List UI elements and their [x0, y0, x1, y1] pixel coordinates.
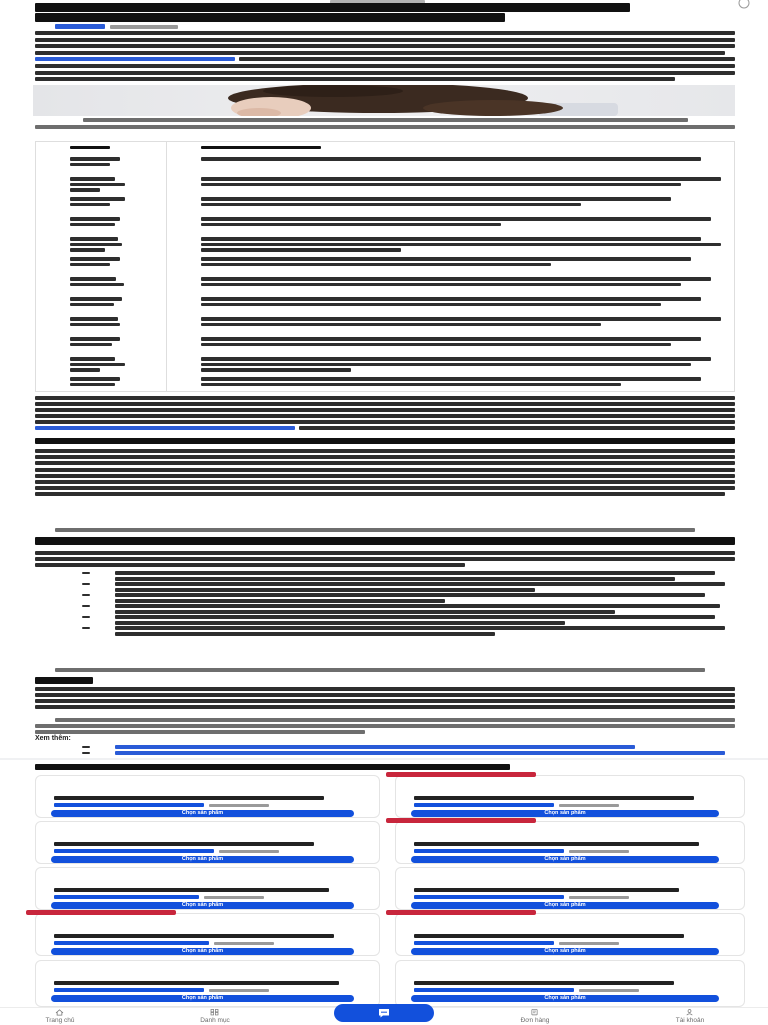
select-product-button[interactable]: Chọn sản phẩm — [411, 902, 719, 909]
bullet-dash — [82, 616, 90, 618]
text-line — [115, 571, 715, 575]
product-price — [54, 803, 204, 807]
user-icon — [685, 1009, 694, 1016]
text-line — [35, 468, 735, 472]
category-badge[interactable] — [55, 24, 105, 29]
text-line — [55, 668, 705, 672]
product-price — [54, 941, 209, 945]
bullet-dash — [82, 605, 90, 607]
text-line — [115, 615, 715, 619]
product-card[interactable] — [35, 821, 380, 864]
article-link[interactable] — [35, 426, 295, 430]
product-unit — [209, 804, 269, 808]
text-line — [35, 730, 365, 734]
discount-badge — [386, 772, 536, 777]
nav-item[interactable] — [640, 1009, 740, 1025]
text-line — [115, 604, 720, 608]
text-line — [35, 687, 735, 691]
text-line — [35, 764, 510, 770]
product-unit — [559, 942, 619, 946]
bullet-dash — [82, 572, 90, 574]
table-cell-label — [70, 248, 105, 252]
publish-date — [110, 25, 178, 29]
bullet-dash — [82, 627, 90, 629]
product-name — [54, 981, 339, 985]
product-name — [54, 934, 334, 938]
text-line — [115, 577, 675, 581]
text-line — [35, 31, 735, 35]
discount-badge — [26, 910, 176, 915]
product-price — [54, 849, 214, 853]
product-card[interactable] — [35, 867, 380, 910]
text-line — [35, 438, 735, 444]
table-cell-text — [201, 237, 701, 241]
product-card[interactable] — [35, 960, 380, 1007]
text-line — [35, 480, 735, 484]
text-line — [35, 414, 735, 418]
table-cell-text — [201, 357, 711, 361]
select-product-button[interactable]: Chọn sản phẩm — [51, 995, 354, 1002]
text-line — [35, 402, 735, 406]
text-line — [35, 420, 735, 424]
table-cell-label — [70, 363, 125, 367]
text-line — [35, 44, 735, 48]
table-column-divider — [166, 142, 167, 391]
table-cell-text — [201, 377, 701, 381]
table-cell-label — [70, 368, 100, 372]
table-cell-label — [70, 323, 120, 327]
text-line — [35, 486, 735, 490]
table-cell-text — [201, 223, 501, 227]
product-price — [414, 849, 564, 853]
text-line — [35, 3, 630, 12]
table-cell-label — [70, 283, 124, 287]
product-name — [54, 842, 314, 846]
article-link[interactable] — [115, 751, 725, 755]
product-price — [414, 988, 574, 992]
table-cell-text — [201, 183, 681, 187]
table-cell-text — [201, 248, 401, 252]
nav-item[interactable] — [10, 1009, 110, 1025]
text-line — [35, 449, 735, 453]
text-line — [115, 610, 615, 614]
table-cell-label — [70, 257, 120, 261]
table-cell-label — [70, 203, 110, 207]
table-cell-text — [201, 177, 721, 181]
text-line — [115, 621, 565, 625]
table-cell-text — [201, 283, 681, 287]
table-cell-label — [70, 157, 120, 161]
discount-badge — [386, 818, 536, 823]
text-line — [299, 426, 735, 430]
receipt-icon — [530, 1009, 539, 1016]
text-line — [55, 718, 735, 722]
table-cell-label — [70, 343, 112, 347]
nav-item-label: Trang chủ — [45, 1017, 75, 1024]
text-line — [115, 632, 495, 636]
text-line — [35, 396, 735, 400]
nav-item[interactable] — [485, 1009, 585, 1025]
product-card[interactable] — [35, 775, 380, 818]
product-name — [414, 842, 699, 846]
table-cell-label — [70, 163, 110, 167]
grid-icon — [210, 1009, 219, 1016]
product-price — [414, 895, 564, 899]
text-line — [35, 51, 725, 55]
table-cell-label — [70, 197, 125, 201]
text-line — [115, 588, 535, 592]
text-line — [115, 582, 725, 586]
select-product-button[interactable]: Chọn sản phẩm — [411, 995, 719, 1002]
table-cell-text — [201, 303, 661, 307]
table-cell-label — [70, 237, 118, 241]
nav-item-label: Đơn hàng — [520, 1017, 550, 1024]
table-cell-text — [201, 343, 671, 347]
table-cell-text — [201, 257, 691, 261]
product-price — [54, 988, 204, 992]
table-cell-label — [70, 223, 115, 227]
table-cell-label — [70, 277, 116, 281]
product-unit — [579, 989, 639, 993]
table-cell-text — [201, 368, 351, 372]
text-line — [83, 118, 688, 122]
product-name — [54, 888, 329, 892]
text-line — [115, 599, 445, 603]
table-cell-text — [201, 217, 711, 221]
product-unit — [214, 942, 274, 946]
product-unit — [219, 850, 279, 854]
text-line — [35, 71, 735, 75]
bullet-dash — [82, 746, 90, 748]
table-cell-label — [70, 217, 120, 221]
text-line — [35, 557, 735, 561]
circle-icon[interactable] — [738, 0, 750, 9]
bullet-dash — [82, 583, 90, 585]
text-line — [35, 677, 93, 684]
product-card[interactable] — [395, 960, 745, 1007]
table-cell-text — [201, 277, 711, 281]
select-product-button[interactable]: Chọn sản phẩm — [51, 902, 354, 909]
text-line — [115, 593, 705, 597]
text-line — [35, 38, 735, 42]
table-cell-label — [70, 297, 122, 301]
home-icon — [55, 1009, 64, 1016]
text-line — [35, 699, 735, 703]
nav-item-label: Danh mục — [200, 1017, 230, 1024]
section-divider — [0, 758, 768, 760]
product-unit — [569, 896, 629, 900]
table-cell-text — [201, 317, 721, 321]
product-price — [414, 803, 554, 807]
table-cell-text — [201, 243, 721, 247]
nav-item-label: Tài khoản — [675, 1017, 705, 1024]
select-product-button[interactable]: Chọn sản phẩm — [411, 856, 719, 863]
table-cell-text — [201, 263, 551, 267]
text-line — [35, 461, 735, 465]
table-cell-text — [201, 297, 701, 301]
product-price — [54, 895, 199, 899]
table-cell-label — [70, 243, 122, 247]
table-cell-label — [70, 146, 110, 150]
product-unit — [204, 896, 264, 900]
table-cell-label — [70, 357, 115, 361]
text-line — [35, 455, 735, 459]
table-cell-text — [201, 197, 671, 201]
product-name — [414, 981, 674, 985]
text-line — [35, 705, 735, 709]
table-cell-label — [70, 177, 115, 181]
product-name — [54, 796, 324, 800]
nav-item[interactable] — [165, 1009, 265, 1025]
text-line — [35, 724, 735, 728]
table-cell-label — [70, 337, 120, 341]
table-cell-text — [201, 363, 691, 367]
text-line — [35, 13, 505, 22]
product-name — [414, 888, 679, 892]
text-line — [35, 551, 735, 555]
product-card[interactable] — [35, 913, 380, 956]
table-cell-text — [201, 383, 621, 387]
table-cell-text — [201, 337, 701, 341]
product-card[interactable] — [395, 867, 745, 910]
comparison-table — [35, 141, 735, 392]
text-line — [115, 626, 725, 630]
discount-badge — [386, 910, 536, 915]
see-more-label: Xem thêm: — [35, 735, 71, 742]
article-link[interactable] — [115, 745, 635, 749]
product-unit — [569, 850, 629, 854]
product-name — [414, 796, 694, 800]
table-cell-label — [70, 188, 100, 192]
text-line — [35, 64, 735, 68]
text-line — [35, 474, 735, 478]
product-card[interactable] — [395, 821, 745, 864]
text-line — [35, 125, 735, 129]
table-cell-label — [70, 183, 125, 187]
table-cell-label — [70, 303, 114, 307]
table-cell-label — [70, 383, 115, 387]
article-link[interactable] — [35, 57, 235, 61]
product-unit — [209, 989, 269, 993]
select-product-button[interactable]: Chọn sản phẩm — [411, 948, 719, 955]
table-cell-label — [70, 317, 118, 321]
text-line — [55, 528, 695, 532]
product-price — [414, 941, 554, 945]
nav-primary-button[interactable] — [334, 1004, 434, 1022]
article-hero-image — [33, 85, 735, 116]
product-card[interactable] — [395, 775, 745, 818]
text-line — [239, 57, 735, 61]
table-cell-label — [70, 377, 120, 381]
table-cell-text — [201, 146, 321, 150]
product-card[interactable] — [395, 913, 745, 956]
product-name — [414, 934, 684, 938]
text-line — [35, 77, 675, 81]
table-cell-label — [70, 263, 110, 267]
table-cell-text — [201, 203, 581, 207]
chat-icon — [377, 1007, 391, 1019]
text-line — [35, 563, 465, 567]
table-cell-text — [201, 157, 701, 161]
select-product-button[interactable]: Chọn sản phẩm — [51, 810, 354, 817]
text-line — [35, 408, 735, 412]
select-product-button[interactable]: Chọn sản phẩm — [51, 948, 354, 955]
select-product-button[interactable]: Chọn sản phẩm — [411, 810, 719, 817]
product-unit — [559, 804, 619, 808]
bullet-dash — [82, 594, 90, 596]
select-product-button[interactable]: Chọn sản phẩm — [51, 856, 354, 863]
table-cell-text — [201, 323, 601, 327]
text-line — [35, 537, 735, 545]
text-line — [35, 693, 735, 697]
bullet-dash — [82, 752, 90, 754]
text-line — [35, 492, 725, 496]
